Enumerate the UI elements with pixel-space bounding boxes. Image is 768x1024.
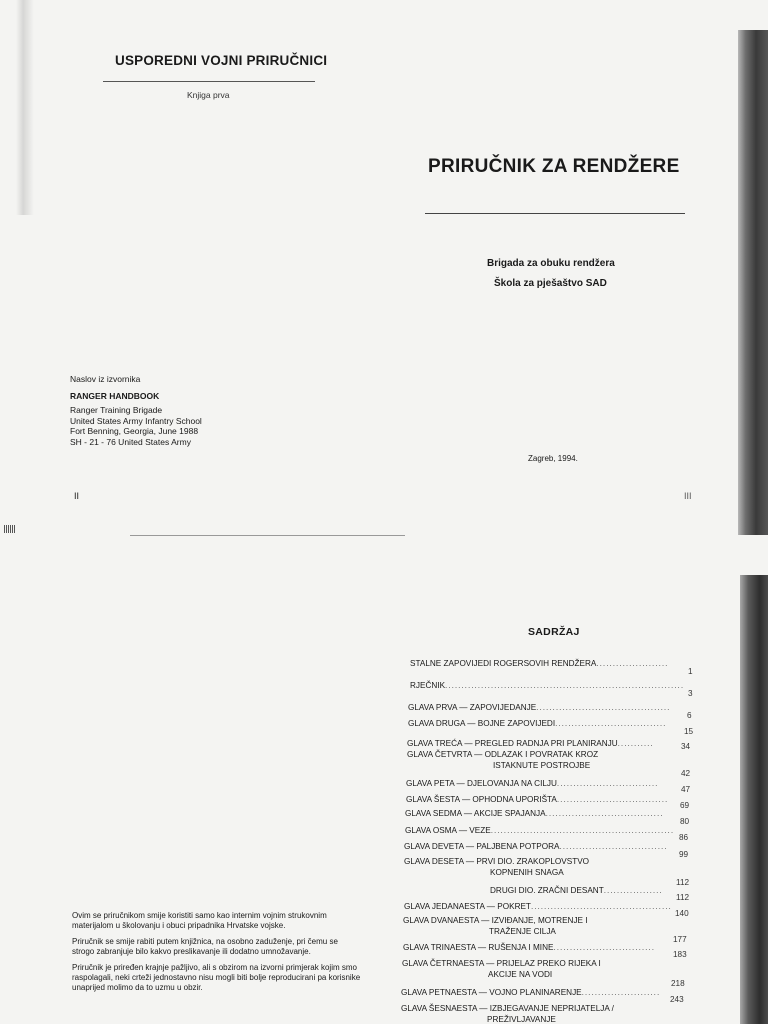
toc-page-number: 177: [673, 935, 687, 944]
toc-leader-dots: ...............................: [556, 779, 659, 788]
original-heading: RANGER HANDBOOK: [70, 390, 160, 401]
toc-entry-label: GLAVA JEDANAESTA — POKRET: [404, 902, 531, 911]
toc-leader-dots: ..................: [603, 886, 663, 895]
toc-entry: [403, 943, 655, 952]
toc-entry: [406, 795, 668, 804]
toc-entry: [407, 750, 598, 759]
toc-leader-dots: ...........................................: [530, 902, 672, 911]
toc-entry-label: GLAVA SEDMA — AKCIJE SPAJANJA: [405, 809, 546, 818]
toc-leader-dots: .........................................................................: [445, 681, 685, 690]
toc-entry-continuation: KOPNENIH SNAGA: [490, 868, 564, 877]
toc-entry-label: GLAVA DEVETA — PALJBENA POTPORA: [404, 842, 560, 851]
subtitle-school: Škola za pješaštvo SAD: [494, 278, 607, 289]
toc-page-number: 243: [670, 995, 684, 1004]
toc-leader-dots: .................................: [559, 842, 668, 851]
toc-page-number: 183: [673, 950, 687, 959]
original-label: Naslov iz izvornika: [70, 374, 141, 384]
toc-entry-continuation: TRAŽENJE CILJA: [489, 927, 556, 936]
toc-page-number: 80: [680, 817, 690, 826]
toc-entry: [405, 809, 664, 818]
toc-entry-label: DRUGI DIO. ZRAČNI DESANT: [490, 886, 604, 895]
toc-page-number: 218: [671, 979, 685, 988]
page-title: PRIRUČNIK ZA RENDŽERE: [428, 156, 680, 177]
toc-leader-dots: ........................: [581, 988, 661, 997]
original-title-block: [70, 374, 202, 447]
scan-divider: [130, 535, 405, 536]
book-number: Knjiga prva: [187, 90, 230, 100]
series-rule: [103, 81, 315, 82]
toc-entry-continuation: AKCIJE NA VODI: [488, 970, 553, 979]
toc-leader-dots: ...........: [617, 739, 654, 748]
toc-entry-label: GLAVA TREĆA — PREGLED RADNJA PRI PLANIRANJU: [407, 739, 618, 748]
toc-page-number: 69: [680, 801, 690, 810]
original-line: Ranger Training Brigade: [70, 405, 163, 415]
toc-page-number: 1: [688, 667, 693, 676]
toc-entry: [405, 826, 674, 835]
notice-paragraph: Priručnik se smije rabiti putem knjižnica, na osobno zaduženje, pri čemu se strogo zabranjuje bilo kakvo preslikavanje ili dodatno umnožavanje.: [72, 937, 338, 956]
toc-entry-label: RJEČNIK: [410, 681, 446, 690]
scan-right-edge-bottom: [740, 575, 768, 1024]
toc-entry: [404, 842, 668, 851]
toc-page-number: 3: [688, 689, 693, 698]
original-line: SH - 21 - 76 United States Army: [70, 436, 191, 447]
title-rule: [425, 213, 685, 214]
toc-entry-label: GLAVA DESETA — PRVI DIO. ZRAKOPLOVSTVO: [404, 857, 590, 866]
toc-entry-label: STALNE ZAPOVIJEDI ROGERSOVIH RENDŽERA: [410, 659, 597, 668]
toc-entry: [490, 886, 663, 895]
toc-page-number: 140: [675, 909, 689, 918]
toc-entry: [408, 719, 666, 728]
page-number-left: II: [74, 491, 80, 501]
toc-entry-label: GLAVA ŠESNAESTA — IZBJEGAVANJE NEPRIJATELJA /: [401, 1004, 614, 1013]
toc-entry: [404, 902, 672, 911]
toc-entry-label: GLAVA PETNAESTA — VOJNO PLANINARENJE: [401, 988, 582, 997]
toc-entry-label: GLAVA ŠESTA — OPHODNA UPORIŠTA: [406, 795, 557, 804]
toc-entry: [403, 916, 588, 925]
toc-entry-continuation: ISTAKNUTE POSTROJBE: [493, 761, 591, 770]
toc-leader-dots: .........................................: [536, 703, 671, 712]
toc-page-number: 112: [676, 878, 690, 887]
toc-entry: [401, 988, 660, 997]
scan-right-edge-top: [738, 30, 768, 535]
toc-entry: [408, 703, 670, 712]
toc-entry: [401, 1004, 614, 1013]
subtitle-brigade: Brigada za obuku rendžera: [487, 258, 615, 269]
toc-entry: [410, 659, 668, 668]
scan-left-shadow: [16, 0, 34, 215]
place-date: Zagreb, 1994.: [528, 454, 578, 463]
toc-entry: [410, 681, 684, 690]
usage-notice: [72, 911, 362, 999]
toc-leader-dots: ......................: [596, 659, 669, 668]
toc-entry-label: GLAVA OSMA — VEZE: [405, 826, 491, 835]
toc-entry: [407, 739, 654, 748]
page-number-right: III: [684, 491, 692, 501]
original-line: Fort Benning, Georgia, June 1988: [70, 426, 199, 436]
toc-leader-dots: ..................................: [556, 795, 669, 804]
original-line: United States Army Infantry School: [70, 415, 202, 426]
toc-entry: [406, 779, 658, 788]
toc-entry-label: GLAVA TRINAESTA — RUŠENJA I MINE: [403, 943, 554, 952]
toc-entry-label: GLAVA ČETVRTA — ODLAZAK I POVRATAK KROZ: [407, 750, 599, 759]
toc-page-number: 6: [687, 711, 692, 720]
toc-page-number: 47: [681, 785, 691, 794]
scan-mark: [4, 525, 16, 533]
notice-paragraph: Priručnik je priređen krajnje pažljivo, ali s obzirom na izvorni primjerak kojim smo raspolagali, neki crteži jednostavno nisu mogli biti bolje reproducirani pa korisnike unaprijed molimo da to uzmu u obzir.: [72, 963, 361, 992]
notice-paragraph: Ovim se priručnikom smije koristiti samo kao internim vojnim strukovnim materijalom u školovanju i obuci pripadnika Hrvatske vojske.: [72, 911, 327, 930]
toc-page-number: 99: [679, 850, 689, 859]
toc-entry: [402, 959, 601, 968]
toc-leader-dots: ..................................: [555, 719, 667, 728]
toc-entry-label: GLAVA DRUGA — BOJNE ZAPOVIJEDI: [408, 719, 556, 728]
toc-entry-label: GLAVA ČETRNAESTA — PRIJELAZ PREKO RIJEKA I: [402, 959, 601, 968]
toc-leader-dots: ........................................................: [490, 826, 675, 835]
toc-title: SADRŽAJ: [528, 626, 580, 638]
toc-page-number: 42: [681, 769, 691, 778]
toc-page-number: 112: [676, 893, 690, 902]
toc-entry-continuation: PREŽIVLJAVANJE: [487, 1015, 556, 1024]
toc-entry-label: GLAVA PRVA — ZAPOVIJEDANJE: [408, 703, 537, 712]
toc-page-number: 86: [679, 833, 689, 842]
toc-entry-label: GLAVA DVANAESTA — IZVIĐANJE, MOTRENJE I: [403, 916, 588, 925]
series-title: USPOREDNI VOJNI PRIRUČNICI: [115, 53, 328, 68]
toc-page-number: 34: [681, 742, 691, 751]
toc-page-number: 15: [684, 727, 694, 736]
toc-entry-label: GLAVA PETA — DJELOVANJA NA CILJU: [406, 779, 557, 788]
toc-leader-dots: ...............................: [553, 943, 655, 952]
toc-leader-dots: ....................................: [545, 809, 664, 818]
toc-entry: [404, 857, 589, 866]
